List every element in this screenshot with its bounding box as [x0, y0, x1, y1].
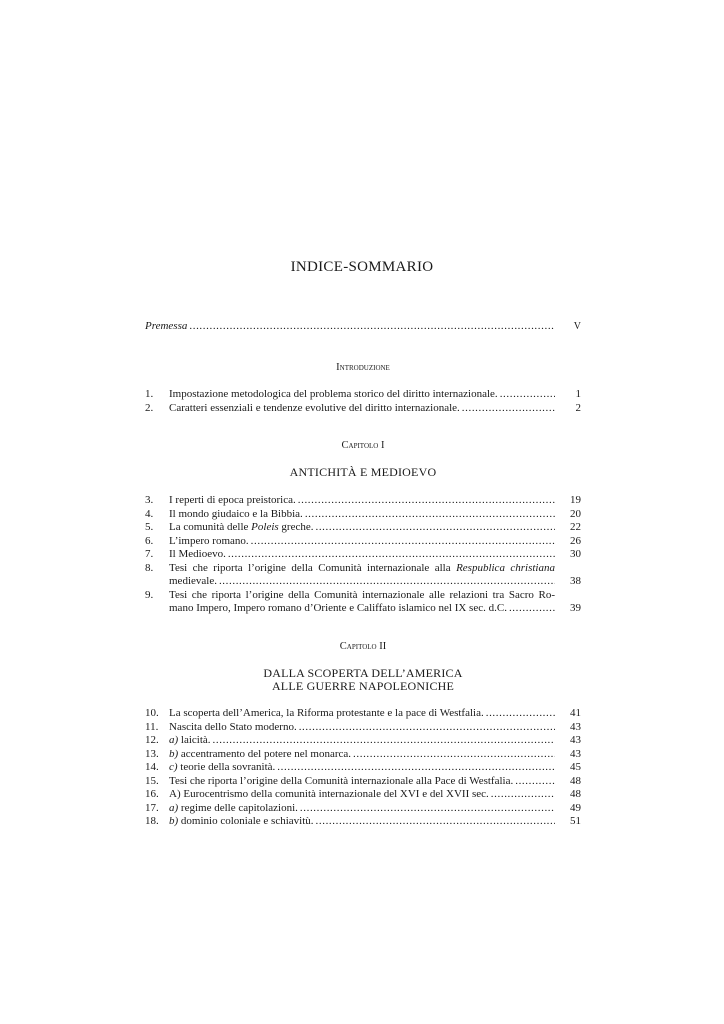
page-number: 43	[570, 734, 581, 746]
leader-dots	[305, 508, 555, 522]
toc-entry[interactable]	[145, 535, 581, 549]
entry-number: 11.	[145, 720, 159, 733]
chapter-heading: Capitolo I	[341, 440, 385, 451]
entry-number: 4.	[145, 507, 154, 520]
page-number: 2	[575, 401, 581, 414]
section-capitolo-2	[145, 641, 581, 652]
page-title: INDICE-SOMMARIO	[290, 259, 434, 275]
toc-entry[interactable]	[145, 748, 581, 762]
toc-entry[interactable]	[145, 508, 581, 522]
entry-number: 2.	[145, 401, 154, 414]
entry-number: 14.	[145, 761, 159, 773]
entry-text-line: Tesi che riporta l’origine della Comunità internazionale alle relazioni tra Sacro Ro-	[169, 588, 555, 601]
toc-entry[interactable]	[145, 815, 581, 829]
entry-number: 9.	[145, 588, 154, 601]
entry-text-line: mano Impero, Impero romano d’Oriente e Califfato islamico nel IX sec. d.C.	[169, 602, 507, 614]
entry-number: 8.	[145, 561, 154, 574]
entry-number: 15.	[145, 774, 159, 787]
toc-premessa	[145, 320, 581, 334]
leader-dots	[298, 494, 555, 508]
page-number: 30	[570, 548, 581, 560]
leader-dots	[300, 802, 555, 816]
entry-number: 5.	[145, 521, 154, 533]
toc-entry[interactable]	[145, 548, 581, 562]
entry-text: Impostazione metodologica del problema storico del diritto internazionale.	[169, 388, 498, 400]
page-number: 49	[570, 801, 581, 814]
page-number: 22	[570, 521, 581, 533]
entry-number: 12.	[145, 734, 159, 746]
entry-number: 3.	[145, 494, 154, 506]
leader-dots	[491, 788, 555, 802]
leader-dots	[189, 320, 555, 334]
entry-number: 18.	[145, 815, 159, 827]
leader-dots	[515, 775, 555, 789]
chapter-title-2	[145, 667, 581, 693]
leader-dots	[251, 535, 555, 549]
section-heading: Introduzione	[336, 362, 390, 373]
toc-entry[interactable]	[145, 388, 581, 402]
entry-number: 10.	[145, 707, 159, 719]
entry-text: La scoperta dell’America, la Riforma protestante e la pace di Westfalia.	[169, 707, 484, 719]
toc-entry-premessa[interactable]	[145, 320, 581, 334]
leader-dots	[509, 602, 555, 616]
entry-text: Il mondo giudaico e la Bibbia.	[169, 507, 303, 520]
leader-dots	[316, 815, 555, 829]
toc-capitolo-1	[145, 494, 581, 616]
leader-dots	[228, 548, 555, 562]
leader-dots	[353, 748, 555, 762]
toc-entry[interactable]	[145, 562, 581, 589]
leader-dots	[277, 761, 555, 775]
entry-number: 17.	[145, 801, 159, 814]
page-number: V	[573, 321, 581, 332]
toc-entry[interactable]	[145, 788, 581, 802]
entry-text-line: Tesi che riporta l’origine della Comunità internazionale alla Respublica christiana	[169, 561, 555, 574]
chapter-title-1	[145, 466, 581, 479]
toc-entry[interactable]	[145, 521, 581, 535]
entry-text: A) Eurocentrismo della comunità internazionale del XVI e del XVII sec.	[169, 788, 489, 800]
entry-text: La comunità delle Poleis greche.	[169, 521, 314, 533]
chapter-heading: Capitolo II	[339, 641, 387, 652]
entry-text: a) regime delle capitolazioni.	[169, 801, 298, 814]
leader-dots	[299, 721, 555, 735]
leader-dots	[315, 521, 555, 535]
chapter-title-line: DALLA SCOPERTA DELL’AMERICA	[263, 666, 463, 680]
entry-number: 7.	[145, 548, 154, 560]
page-number: 38	[570, 575, 581, 587]
entry-number: 16.	[145, 788, 159, 800]
toc-entry[interactable]	[145, 402, 581, 416]
chapter-title: ANTICHITÀ E MEDIOEVO	[289, 465, 437, 479]
page-number: 43	[570, 720, 581, 733]
toc-entry[interactable]	[145, 761, 581, 775]
page-number: 41	[570, 707, 581, 719]
entry-text-line: medievale.	[169, 575, 217, 587]
entry-text: I reperti di epoca preistorica.	[169, 494, 296, 506]
toc-entry[interactable]	[145, 802, 581, 816]
page-number: 1	[575, 388, 581, 400]
entry-label: Premessa	[145, 320, 188, 332]
toc-entry[interactable]	[145, 589, 581, 616]
entry-text: b) dominio coloniale e schiavitù.	[169, 815, 314, 827]
leader-dots	[213, 734, 555, 748]
entry-number: 6.	[145, 534, 154, 547]
toc-entry[interactable]	[145, 494, 581, 508]
toc-capitolo-2	[145, 707, 581, 829]
toc-entry[interactable]	[145, 775, 581, 789]
page-number: 39	[570, 602, 581, 614]
page-number: 43	[570, 747, 581, 760]
page-number: 48	[570, 788, 581, 800]
page-number: 48	[570, 774, 581, 787]
toc-entry[interactable]	[145, 721, 581, 735]
leader-dots	[219, 575, 555, 589]
toc-entry[interactable]	[145, 734, 581, 748]
entry-text: b) accentramento del potere nel monarca.	[169, 747, 352, 760]
page-number: 45	[570, 761, 581, 773]
entry-text: Nascita dello Stato moderno.	[169, 720, 297, 733]
entry-text: Tesi che riporta l’origine della Comunità internazionale alla Pace di Westfalia.	[169, 774, 514, 787]
leader-dots	[500, 388, 555, 402]
page-number: 51	[570, 815, 581, 827]
entry-text: Caratteri essenziali e tendenze evolutive del diritto internazionale.	[169, 401, 460, 414]
page-number: 26	[570, 534, 581, 547]
section-introduzione	[145, 362, 581, 373]
entry-number: 13.	[145, 747, 159, 760]
page-number: 19	[570, 494, 581, 506]
entry-text: a) laicità.	[169, 734, 211, 746]
leader-dots	[486, 707, 555, 721]
leader-dots	[462, 402, 555, 416]
chapter-title-line: ALLE GUERRE NAPOLEONICHE	[271, 679, 455, 693]
entry-text: Il Medioevo.	[169, 548, 226, 560]
toc-introduzione	[145, 388, 581, 415]
section-capitolo-1	[145, 440, 581, 451]
entry-number: 1.	[145, 388, 154, 400]
toc-entry[interactable]	[145, 707, 581, 721]
page-number: 20	[570, 507, 581, 520]
entry-text: L’impero romano.	[169, 534, 249, 547]
entry-text: c) teorie della sovranità.	[169, 761, 276, 773]
